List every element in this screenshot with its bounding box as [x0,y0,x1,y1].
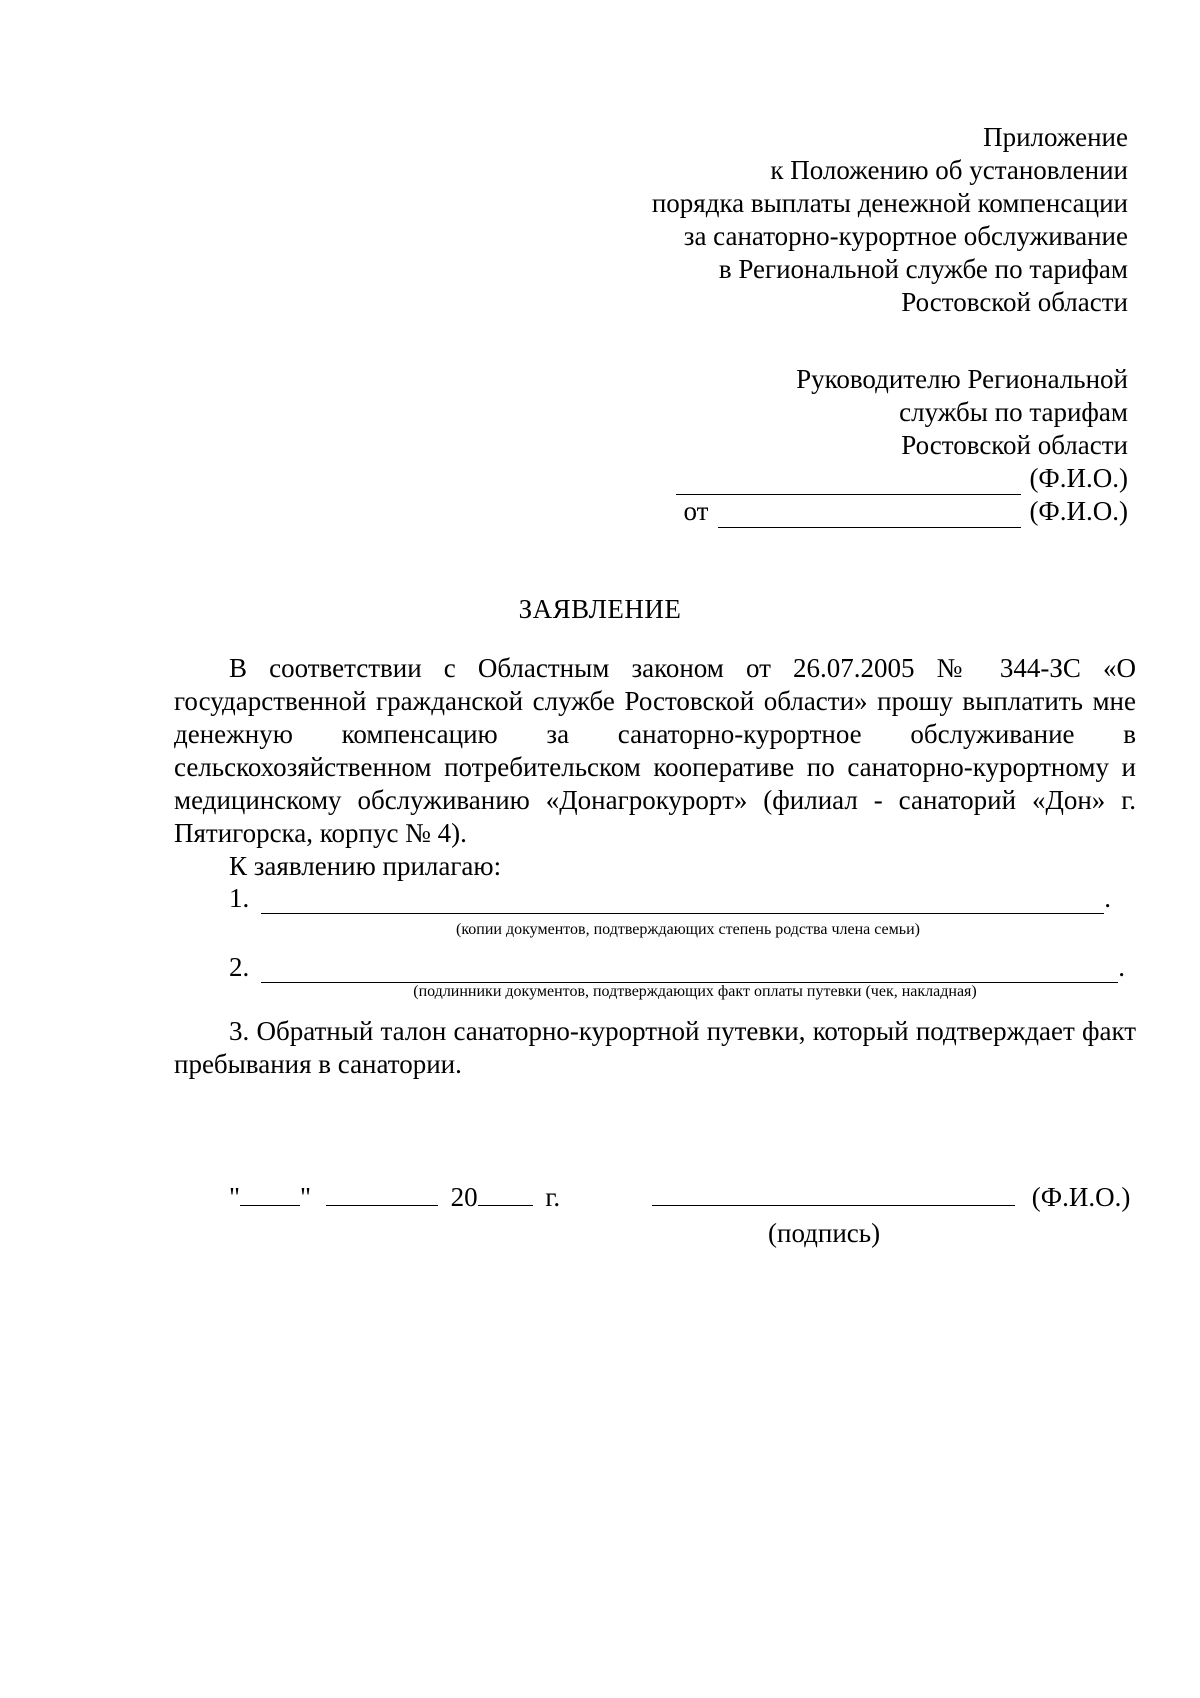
quote-close: " [300,1182,312,1212]
statement-paragraph: В соответствии с Областным законом от 26.07.2005 № 344-ЗС «О государственной гражданской службе Ростовской области» прошу выплатить мне денежную компенсацию за санаторно-курортное обслуживание в сельскохозяйственном потребительском кооперативе по санаторно-курортному и медицинскому обслуживанию «Донагрокурорт» (филиал - санаторий «Дон» г. Пятигорска, корпус № 4). [174,653,1136,848]
appendix-line: к Положению об установлении [770,155,1128,185]
attachment-end: . [1104,883,1111,913]
attachment-2-caption: (подлинники документов, подтверждающих факт оплаты путевки (чек, накладная) [413,983,977,1000]
appendix-line: Ростовской области [901,287,1128,317]
sender-fio-blank[interactable] [718,503,1021,528]
attachments-intro: К заявлению прилагаю: [229,851,502,881]
signature-fio-label: (Ф.И.О.) [1031,1182,1131,1212]
attachment-1-caption: (копии документов, подтверждающих степень родства члена семьи) [456,921,920,938]
item-3-text: 3. Обратный талон санаторно-курортной путевки, который подтверждает факт пребывания в санатории. [174,1016,1136,1079]
attachment-item-2 [229,952,1125,983]
appendix-line: в Региональной службе по тарифам [718,254,1128,284]
attachment-item-3 [174,1015,1136,1081]
statement-body [174,652,1136,883]
addressee-fio-blank[interactable] [676,470,1021,495]
attachment-item-1 [229,883,1111,914]
quote-open: " [229,1182,241,1212]
year-suffix: г. [545,1182,561,1212]
sender-fio-row [676,495,1128,528]
attachment-1-blank[interactable] [261,889,1104,914]
addressee-line: службы по тарифам [899,397,1128,427]
year-prefix: 20 [450,1182,478,1212]
date-row [229,1181,560,1213]
from-label: от [683,496,709,526]
appendix-line: Приложение [983,122,1128,152]
attachment-2-blank[interactable] [261,958,1118,983]
attachment-number: 1. [229,883,250,913]
attachment-number: 2. [229,952,250,982]
addressee-line: Руководителю Региональной [796,364,1128,394]
fio-label: (Ф.И.О.) [1029,496,1128,526]
month-blank[interactable] [326,1181,438,1206]
signature-caption: (подпись) [768,1218,881,1248]
appendix-line: порядка выплаты денежной компенсации [651,188,1128,218]
year-blank[interactable] [478,1181,533,1206]
appendix-header [652,121,1128,319]
document-title: ЗАЯВЛЕНИЕ [518,594,682,624]
appendix-line: за санаторно-курортное обслуживание [683,221,1128,251]
addressee-line: Ростовской области [901,430,1128,460]
signature-blank[interactable] [652,1181,1015,1206]
addressee-fio-row [676,462,1128,495]
fio-label: (Ф.И.О.) [1029,463,1128,493]
addressee-block [676,363,1128,528]
attachment-end: . [1118,952,1125,982]
signature-row [652,1181,1130,1213]
day-blank[interactable] [240,1181,300,1206]
